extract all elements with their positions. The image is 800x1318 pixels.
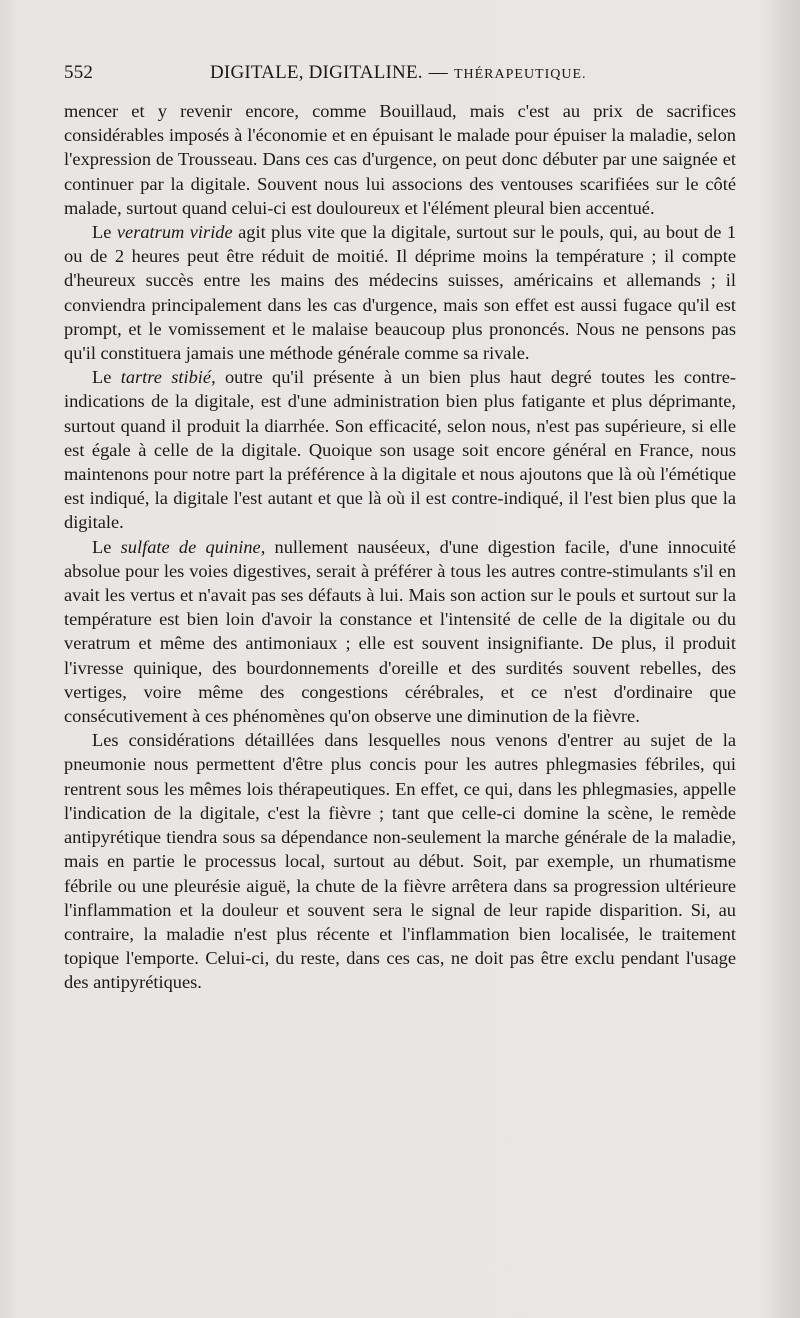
paragraph-text: , outre qu'il présente à un bien plus haut degré toutes les contre-indications de la digitale, est d'une administration bien plus fatigante et plus déprimante, surtout quand il produit la diarrhée. Son efficacité, selon nous, n'est pas supérieure, si elle est égale à celle de la digitale. Quoique son usage soit encore général en France, nous maintenons pour notre part la préférence à la digitale et nous ajoutons que là où l'émétique est indiqué, la digitale l'est autant et que là où il est contre-indiqué, il l'est bien plus que la digitale. [64,367,737,533]
paragraph-considerations [64,728,736,994]
body-text [64,99,736,995]
paragraph-lead: Le [92,536,121,557]
italic-term: sulfate de quinine [120,536,261,557]
paragraph-continuation [64,99,736,220]
paragraph-veratrum [64,220,736,365]
paragraph-quinine [64,535,736,729]
paragraph-text: mencer et y revenir encore, comme Bouillaud, mais c'est au prix de sacrifices considérables imposés à l'économie et en épuisant le malade pour épuiser la maladie, selon l'expression de Trousseau. Dans ces cas d'urgence, on peut donc débuter par une saignée et continuer par la digitale. Souvent nous lui associons des ventouses scarifiées sur le côté malade, surtout quand celui-ci est douloureux et l'élément pleural bien accentué. [64,101,736,218]
chapter-title: DIGITALE, DIGITALINE. [210,62,423,83]
paragraph-text: , nullement nauséeux, d'une digestion facile, d'une innocuité absolue pour les voies digestives, serait à préférer à tous les autres contre-stimulants s'il en avait les vertus et n'avait pas ses défauts à lui. Mais son action sur le pouls et surtout sur la température est bien loin d'avoir la constance et l'intensité de celle de la digitale ou du veratrum et même des antimoniaux ; elle est souvent insignifiante. De plus, il produit l'ivresse quinique, des bourdonnements d'oreille et des surdités souvent rebelles, des vertiges, voire même des congestions cérébrales, et ce n'est d'ordinaire que consécutivement à ces phénomènes qu'on observe une diminution de la fièvre. [64,536,736,727]
paragraph-text: Les considérations détaillées dans lesquelles nous venons d'entrer au sujet de la pneumonie nous permettent d'être plus concis pour les autres phlegmasies fébriles, qui rentrent sous les mêmes lois thérapeutiques. En effet, ce qui, dans les phlegmasies, appelle l'indication de la digitale, c'est la fièvre ; tant que celle-ci domine la scène, le remède antipyrétique tiendra sous sa dépendance non-seulement la marche générale de la maladie, mais en partie le processus local, surtout au début. Soit, par exemple, un rhumatisme fébrile ou une pleurésie aiguë, la chute de la fièvre arrêtera dans sa progression ultérieure l'inflammation et la douleur et souvent sera le signal de leur rapide disparition. Si, au contraire, la maladie n'est plus récente et l'inflammation bien localisée, le traitement topique l'emporte. Celui-ci, du reste, dans ces cas, ne doit pas être exclu pendant l'usage des antipyrétiques. [64,730,736,993]
paragraph-lead: Le [92,222,117,243]
header-dash: — [428,62,448,83]
page-number: 552 [64,62,94,83]
section-title: THÉRAPEUTIQUE. [453,67,587,82]
paragraph-lead: Le [92,367,121,388]
paragraph-tartre [64,365,736,534]
italic-term: veratrum viride [116,222,233,243]
paragraph-text: agit plus vite que la digitale, surtout sur le pouls, qui, au bout de 1 ou de 2 heures peut être réduit de moitié. Il déprime moins la température ; il compte d'heureux succès entre les mains des médecins suisses, américains et allemands ; il conviendra principalement dans les cas d'urgence, mais son effet est aussi fugace qu'il est prompt, et le vomissement et le malaise beaucoup plus prononcés. Nous ne pensons pas qu'il constituera jamais une méthode générale comme sa rivale. [64,222,737,364]
running-header [64,62,736,92]
running-title [210,62,587,84]
italic-term: tartre stibié [120,367,212,388]
